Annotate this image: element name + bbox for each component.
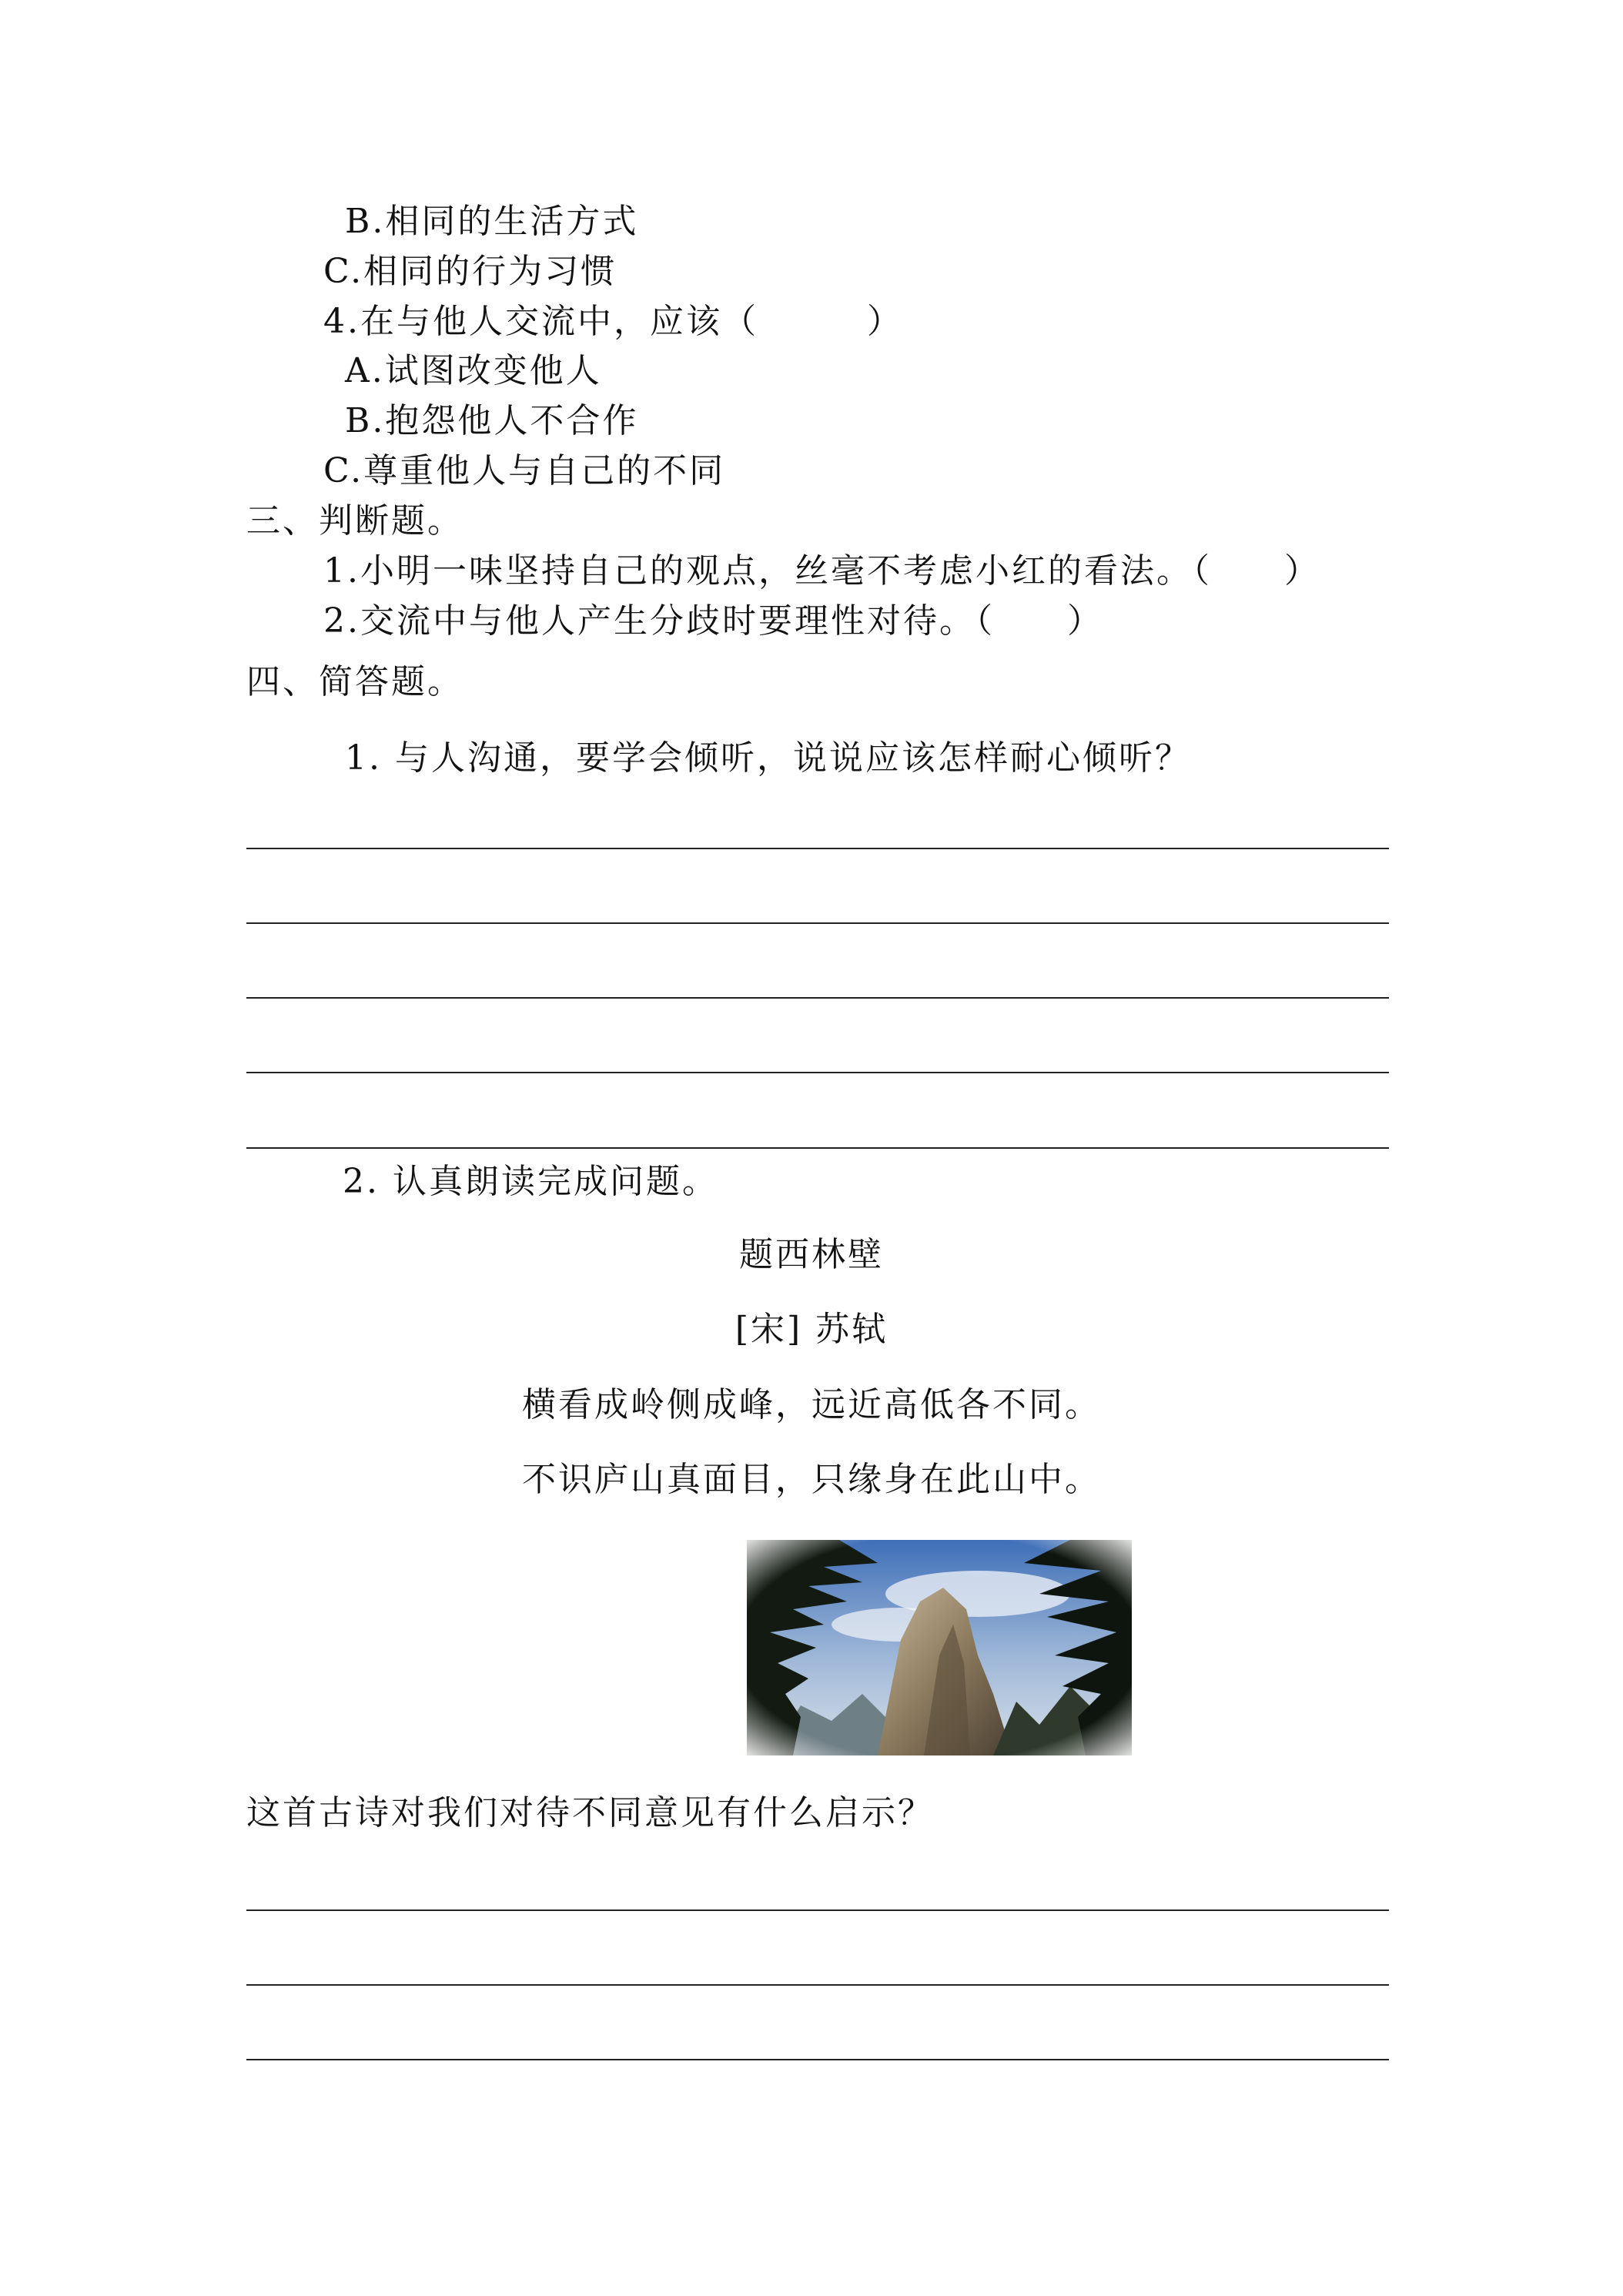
q4-option-c: C.尊重他人与自己的不同 [323,451,726,490]
q3-option-c: C.相同的行为习惯 [323,252,617,291]
answer-line [246,1909,1389,1911]
poem-title: 题西林壁 [739,1235,884,1274]
final-question: 这首古诗对我们对待不同意见有什么启示？ [246,1793,934,1832]
answer-line [246,997,1389,999]
poem-line-2: 不识庐山真面目，只缘身在此山中。 [522,1460,1101,1499]
judge-item-2: 2.交流中与他人产生分歧时要理性对待。（ ） [323,601,1103,641]
short-answer-q2: 2. 认真朗读完成问题。 [343,1162,718,1201]
answer-line [246,848,1389,849]
q4-option-b: B.抱怨他人不合作 [345,401,639,440]
section3-heading: 三、判断题。 [246,501,463,541]
q3-option-b: B.相同的生活方式 [345,202,639,241]
answer-line [246,1072,1389,1073]
section4-heading: 四、简答题。 [246,662,463,701]
short-answer-q1: 1. 与人沟通，要学会倾听，说说应该怎样耐心倾听？ [345,738,1191,778]
mountain-photo [747,1540,1132,1755]
answer-line [246,2059,1389,2060]
judge-item-1: 1.小明一味坚持自己的观点，丝毫不考虑小红的看法。（ ） [323,551,1320,591]
answer-line [246,922,1389,924]
q4-stem: 4.在与他人交流中，应该（ ） [323,302,903,341]
poem-line-1: 横看成岭侧成峰，远近高低各不同。 [522,1385,1101,1424]
q4-option-a: A.试图改变他人 [345,351,602,390]
poem-author: [宋] 苏轼 [735,1310,888,1349]
mountain-illustration [747,1540,1132,1755]
answer-line [246,1147,1389,1149]
answer-line [246,1984,1389,1986]
